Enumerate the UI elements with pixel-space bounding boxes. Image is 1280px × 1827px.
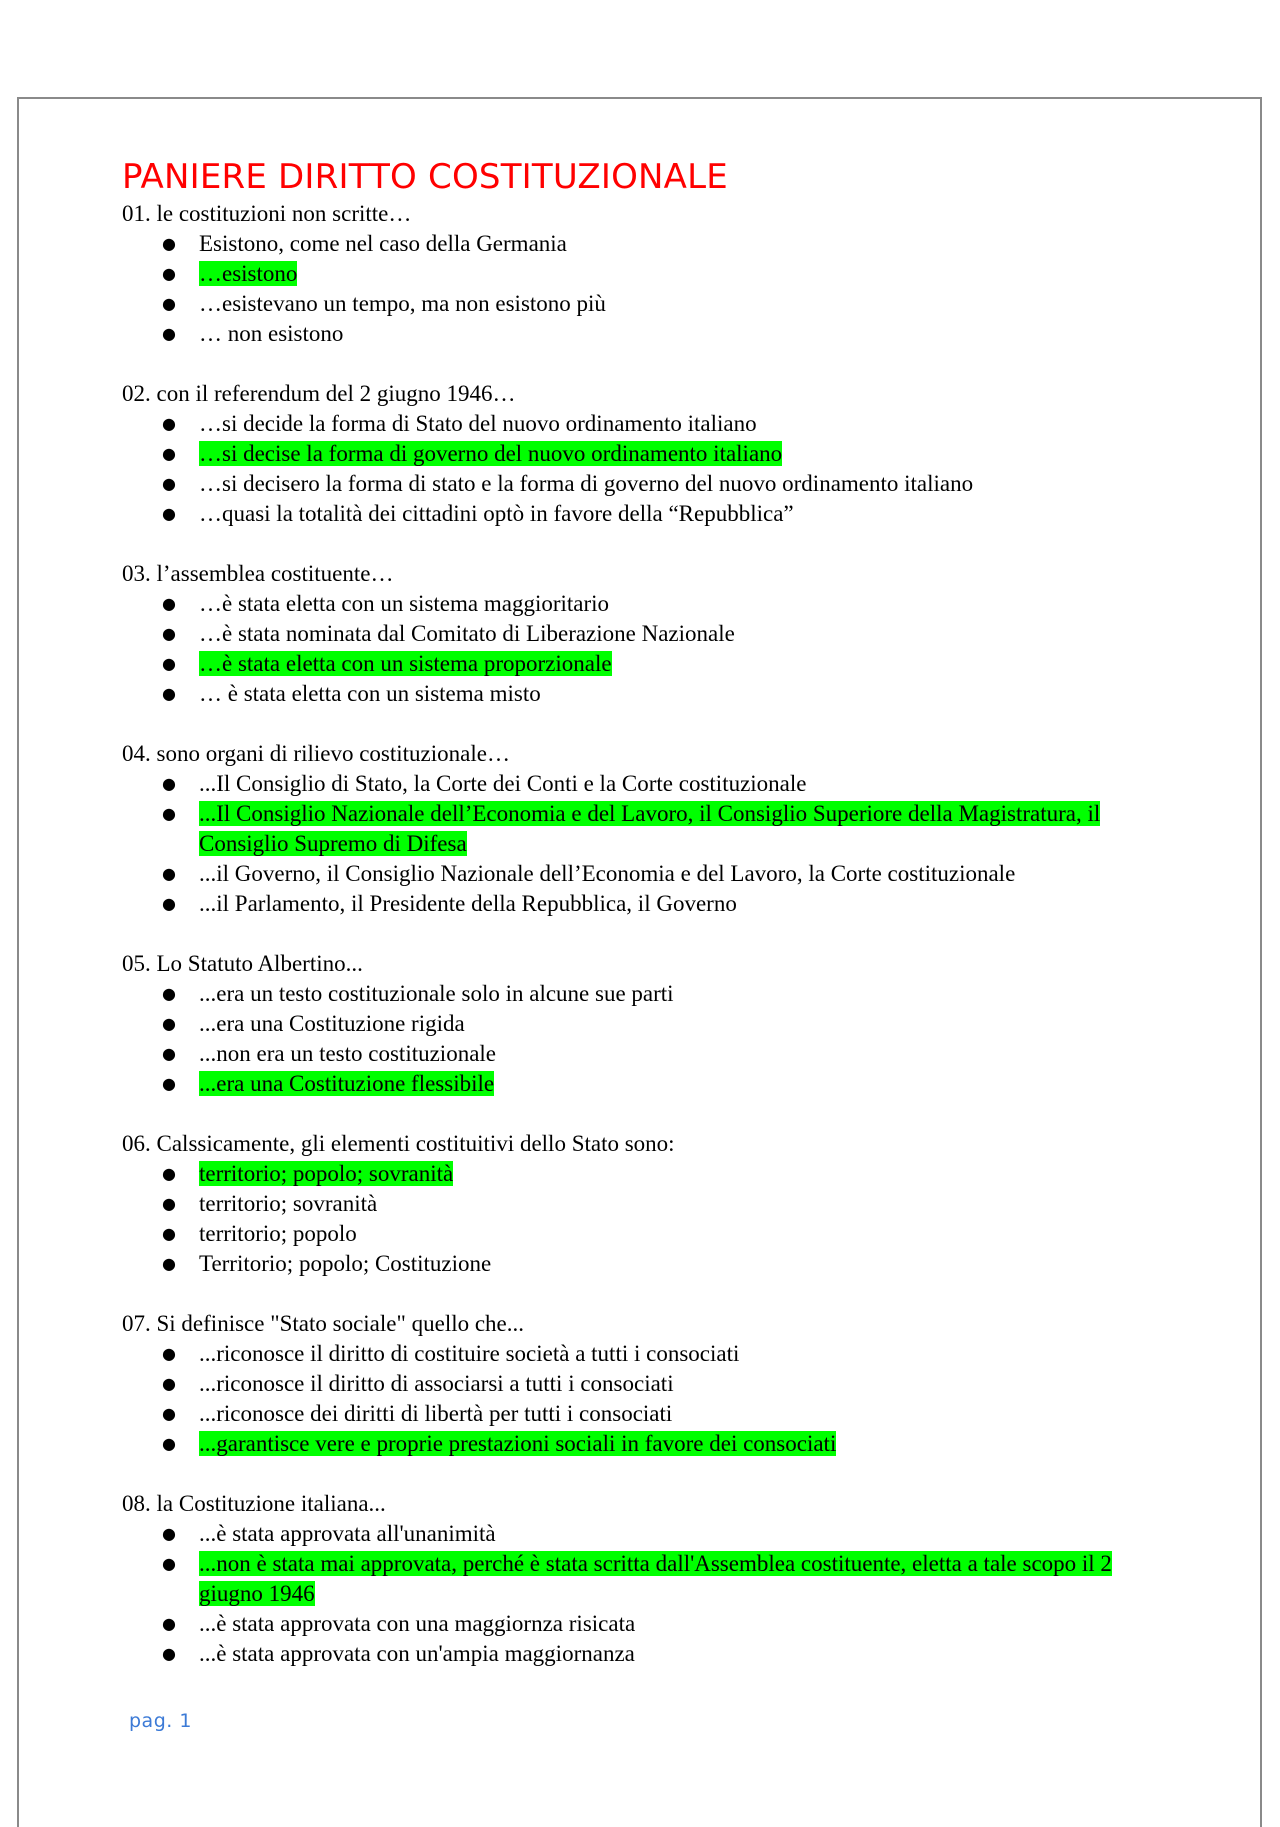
answer-text: ...è stata approvata all'unanimità <box>199 1521 496 1546</box>
answer-item <box>122 859 1142 889</box>
answer-item-correct <box>122 1429 1142 1459</box>
answer-list <box>122 229 1142 349</box>
answer-item <box>122 1519 1142 1549</box>
bullet-icon: ● <box>162 1434 176 1453</box>
answer-item <box>122 409 1142 439</box>
answer-item-correct <box>122 649 1142 679</box>
answer-list <box>122 769 1142 919</box>
answer-text: ...Il Consiglio Nazionale dell’Economia e del Lavoro, il Consiglio Superiore della Magistratura, il Consiglio Supremo di Difesa <box>199 801 1101 856</box>
answer-text: …è stata eletta con un sistema maggioritario <box>199 591 610 616</box>
answer-item <box>122 1369 1142 1399</box>
answer-item-correct <box>122 259 1142 289</box>
answer-text: …è stata eletta con un sistema proporzionale <box>199 651 612 676</box>
bullet-icon: ● <box>162 294 176 313</box>
question-block <box>122 949 1142 1099</box>
answer-text: … è stata eletta con un sistema misto <box>199 681 541 706</box>
bullet-icon: ● <box>162 474 176 493</box>
answer-text: ...garantisce vere e proprie prestazioni sociali in favore dei consociati <box>199 1431 837 1456</box>
answer-text: …è stata nominata dal Comitato di Liberazione Nazionale <box>199 621 735 646</box>
answer-item <box>122 889 1142 919</box>
question-text: 04. sono organi di rilievo costituzionale… <box>122 741 510 766</box>
answer-list <box>122 409 1142 529</box>
answer-text: ...era una Costituzione flessibile <box>199 1071 495 1096</box>
question-text: 01. le costituzioni non scritte… <box>122 201 412 226</box>
bullet-icon: ● <box>162 1614 176 1633</box>
answer-item <box>122 289 1142 319</box>
answer-text: ...Il Consiglio di Stato, la Corte dei Conti e la Corte costituzionale <box>199 771 807 796</box>
bullet-icon: ● <box>162 414 176 433</box>
document-title: PANIERE DIRITTO COSTITUZIONALE <box>122 157 728 197</box>
answer-item <box>122 979 1142 1009</box>
question-block <box>122 559 1142 709</box>
answer-text: ...riconosce il diritto di costituire società a tutti i consociati <box>199 1341 740 1366</box>
answer-item <box>122 1609 1142 1639</box>
question-block <box>122 1129 1142 1279</box>
bullet-icon: ● <box>162 1014 176 1033</box>
question-text: 03. l’assemblea costituente… <box>122 561 394 586</box>
bullet-icon: ● <box>162 324 176 343</box>
question-list <box>122 199 1142 1669</box>
answer-text: …si decisero la forma di stato e la forma di governo del nuovo ordinamento italiano <box>199 471 974 496</box>
answer-list <box>122 589 1142 709</box>
bullet-icon: ● <box>162 234 176 253</box>
answer-item <box>122 1399 1142 1429</box>
answer-text: … non esistono <box>199 321 344 346</box>
bullet-icon: ● <box>162 624 176 643</box>
answer-item <box>122 1039 1142 1069</box>
question-text: 02. con il referendum del 2 giugno 1946… <box>122 381 516 406</box>
answer-text: territorio; popolo <box>199 1221 357 1246</box>
answer-item <box>122 619 1142 649</box>
bullet-icon: ● <box>162 804 176 823</box>
answer-text: …si decide la forma di Stato del nuovo ordinamento italiano <box>199 411 757 436</box>
bullet-icon: ● <box>162 594 176 613</box>
answer-item <box>122 679 1142 709</box>
answer-item <box>122 1009 1142 1039</box>
answer-text: territorio; sovranità <box>199 1191 378 1216</box>
question-text: 07. Si definisce "Stato sociale" quello che... <box>122 1311 525 1336</box>
bullet-icon: ● <box>162 1344 176 1363</box>
answer-text: Esistono, come nel caso della Germania <box>199 231 567 256</box>
answer-text: …si decise la forma di governo del nuovo ordinamento italiano <box>199 441 783 466</box>
bullet-icon: ● <box>162 1224 176 1243</box>
bullet-icon: ● <box>162 894 176 913</box>
answer-item <box>122 589 1142 619</box>
bullet-icon: ● <box>162 1374 176 1393</box>
question-block <box>122 1489 1142 1669</box>
document-content <box>122 155 1142 1699</box>
answer-item-correct <box>122 439 1142 469</box>
answer-text: ...il Governo, il Consiglio Nazionale dell’Economia e del Lavoro, la Corte costituzionale <box>199 861 1016 886</box>
page-number: pag. 1 <box>129 1710 192 1732</box>
answer-item <box>122 769 1142 799</box>
answer-text: ...riconosce il diritto di associarsi a tutti i consociati <box>199 1371 674 1396</box>
answer-list <box>122 979 1142 1099</box>
answer-item <box>122 1249 1142 1279</box>
answer-item <box>122 319 1142 349</box>
answer-text: ...era una Costituzione rigida <box>199 1011 465 1036</box>
answer-text: territorio; popolo; sovranità <box>199 1161 454 1186</box>
bullet-icon: ● <box>162 1644 176 1663</box>
answer-text: ...è stata approvata con un'ampia maggiornanza <box>199 1641 635 1666</box>
question-text: 05. Lo Statuto Albertino... <box>122 951 363 976</box>
answer-item <box>122 469 1142 499</box>
bullet-icon: ● <box>162 504 176 523</box>
answer-text: Territorio; popolo; Costituzione <box>199 1251 492 1276</box>
bullet-icon: ● <box>162 444 176 463</box>
answer-list <box>122 1519 1142 1669</box>
answer-item <box>122 499 1142 529</box>
bullet-icon: ● <box>162 1404 176 1423</box>
question-block <box>122 199 1142 349</box>
answer-text: ...non era un testo costituzionale <box>199 1041 497 1066</box>
answer-text: ...non è stata mai approvata, perché è stata scritta dall'Assemblea costituente, eletta a tale scopo il 2 giugno 1946 <box>199 1551 1112 1606</box>
bullet-icon: ● <box>162 684 176 703</box>
answer-item-correct <box>122 1069 1142 1099</box>
bullet-icon: ● <box>162 1554 176 1573</box>
answer-item <box>122 1219 1142 1249</box>
bullet-icon: ● <box>162 264 176 283</box>
answer-item-correct <box>122 799 1142 859</box>
bullet-icon: ● <box>162 864 176 883</box>
question-block <box>122 379 1142 529</box>
answer-text: ...è stata approvata con una maggiornza risicata <box>199 1611 636 1636</box>
bullet-icon: ● <box>162 1044 176 1063</box>
answer-text: ...riconosce dei diritti di libertà per tutti i consociati <box>199 1401 673 1426</box>
answer-item-correct <box>122 1549 1142 1609</box>
answer-text: …quasi la totalità dei cittadini optò in favore della “Repubblica” <box>199 501 794 526</box>
bullet-icon: ● <box>162 984 176 1003</box>
question-block <box>122 739 1142 919</box>
answer-item-correct <box>122 1159 1142 1189</box>
bullet-icon: ● <box>162 1164 176 1183</box>
answer-text: …esistono <box>199 261 298 286</box>
question-text: 08. la Costituzione italiana... <box>122 1491 386 1516</box>
answer-list <box>122 1339 1142 1459</box>
answer-item <box>122 1189 1142 1219</box>
answer-text: …esistevano un tempo, ma non esistono più <box>199 291 606 316</box>
bullet-icon: ● <box>162 1074 176 1093</box>
bullet-icon: ● <box>162 654 176 673</box>
answer-item <box>122 229 1142 259</box>
bullet-icon: ● <box>162 1524 176 1543</box>
answer-text: ...il Parlamento, il Presidente della Repubblica, il Governo <box>199 891 737 916</box>
bullet-icon: ● <box>162 774 176 793</box>
question-block <box>122 1309 1142 1459</box>
answer-text: ...era un testo costituzionale solo in alcune sue parti <box>199 981 674 1006</box>
question-text: 06. Calssicamente, gli elementi costituitivi dello Stato sono: <box>122 1131 675 1156</box>
bullet-icon: ● <box>162 1194 176 1213</box>
answer-item <box>122 1639 1142 1669</box>
answer-list <box>122 1159 1142 1279</box>
answer-item <box>122 1339 1142 1369</box>
bullet-icon: ● <box>162 1254 176 1273</box>
